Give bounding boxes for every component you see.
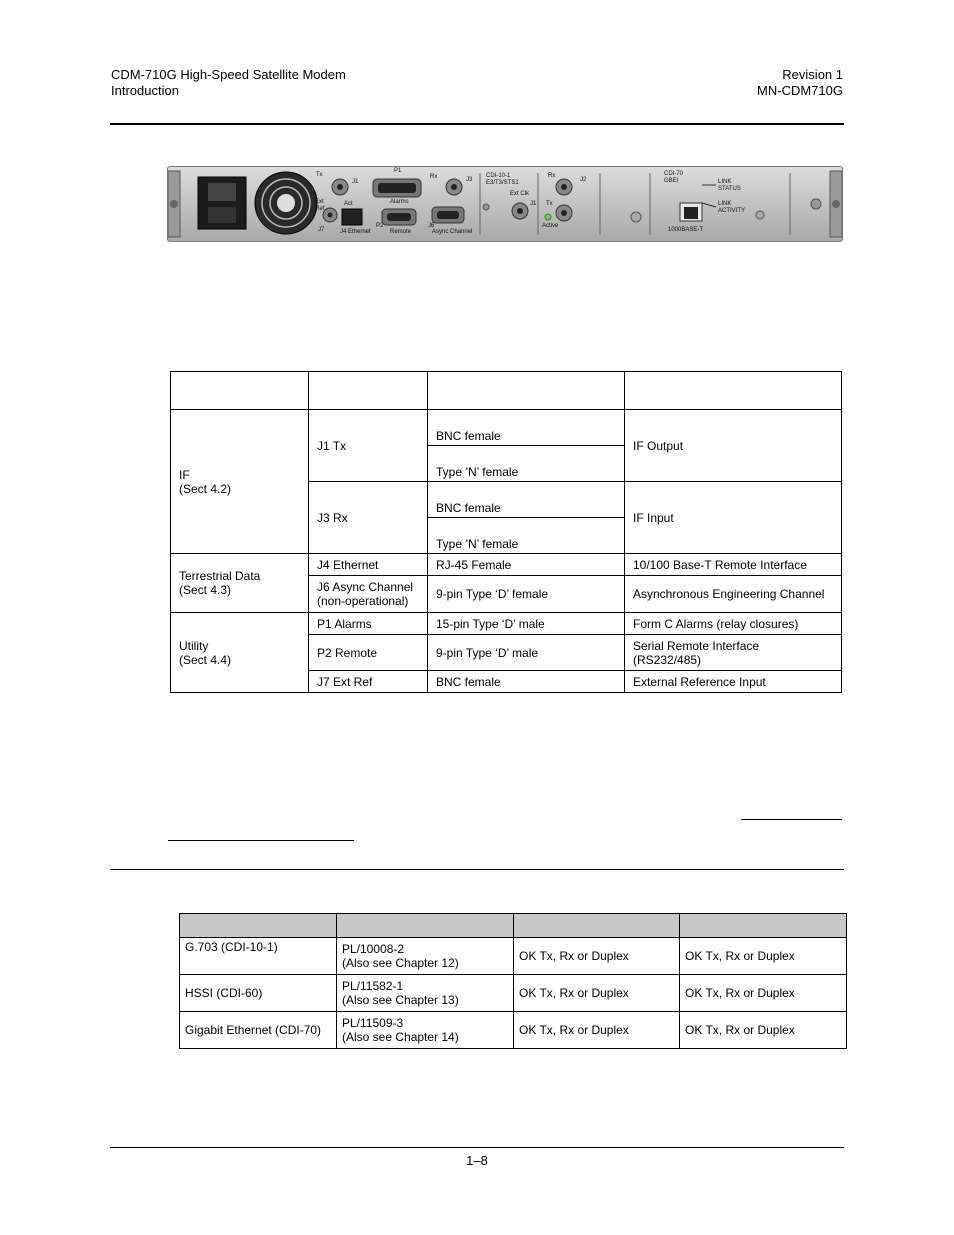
- hyperlink-underline-continued[interactable]: [168, 840, 354, 841]
- revision-label: Revision 1: [782, 67, 843, 82]
- footer-rule: [110, 1147, 844, 1148]
- module-thumbscrew: [631, 212, 641, 222]
- ref-cell: J1 Tx: [309, 410, 428, 482]
- label-alarms: Alarms: [390, 199, 409, 205]
- label-cdi10-module: CDI-10-1 E3/T3/STS1: [486, 173, 519, 186]
- group-utility: Utility (Sect 4.4): [171, 613, 309, 693]
- label-j1-cdi10: J1: [530, 201, 537, 207]
- module-screw: [483, 204, 489, 210]
- type-cell: BNC female: [428, 482, 625, 518]
- power-inlet: [208, 207, 236, 223]
- function-cell: Form C Alarms (relay closures): [625, 613, 842, 635]
- type-cell: Type ’N’ female: [428, 446, 625, 482]
- table-header-row: [171, 372, 842, 410]
- hyperlink-underline[interactable]: [741, 819, 842, 820]
- cdi10-tx-bnc-pin: [561, 210, 567, 216]
- document-title: CDM-710G High-Speed Satellite Modem: [111, 67, 346, 82]
- label-1000base-t: 1000BASE-T: [668, 227, 704, 233]
- rear-panel-figure: [167, 166, 843, 242]
- label-j1: J1: [352, 179, 359, 185]
- label-p2: P2: [376, 223, 384, 229]
- part-number: PL/11509-3 (Also see Chapter 14): [337, 1012, 514, 1049]
- interface-name: G.703 (CDI-10-1): [180, 938, 337, 975]
- ref-cell: J7 Ext Ref: [309, 671, 428, 693]
- table-row: [180, 938, 847, 975]
- type-cell: 15-pin Type ‘D’ male: [428, 613, 625, 635]
- part-number: PL/10008-2 (Also see Chapter 12): [337, 938, 514, 975]
- type-cell: BNC female: [428, 671, 625, 693]
- header-rule: [110, 123, 844, 125]
- rear-panel-connector-table: [170, 371, 842, 693]
- function-cell: External Reference Input: [625, 671, 842, 693]
- ref-cell: J4 Ethernet: [309, 554, 428, 576]
- group-terrestrial-data: Terrestrial Data (Sect 4.3): [171, 554, 309, 613]
- j6-async-db9-shell: [437, 211, 459, 219]
- type-cell: Type ’N’ female: [428, 518, 625, 554]
- link-activity-leader: [702, 203, 716, 207]
- module-thumbscrew-right: [756, 211, 764, 219]
- label-rx-cdi10: Rx: [548, 173, 556, 179]
- type-cell: 9-pin Type ‘D’ female: [428, 576, 625, 613]
- group-if: IF (Sect 4.2): [171, 410, 309, 554]
- status-cell: OK Tx, Rx or Duplex: [680, 1012, 847, 1049]
- cdi70-gbe-rj45-jack: [684, 207, 698, 219]
- label-remote: Remote: [390, 229, 412, 235]
- table-row: [180, 1012, 847, 1049]
- table-row: [171, 410, 842, 446]
- interface-name: Gigabit Ethernet (CDI-70): [180, 1012, 337, 1049]
- label-link-activity: LINK ACTIVITY: [718, 201, 746, 214]
- label-tx: Tx: [316, 172, 323, 178]
- function-cell: IF Input: [625, 482, 842, 554]
- j3-rx-bnc-pin: [451, 184, 457, 190]
- label-j7: J7: [318, 227, 325, 233]
- function-cell: 10/100 Base-T Remote Interface: [625, 554, 842, 576]
- page-header-left: [111, 67, 346, 99]
- p2-remote-db9-shell: [387, 213, 411, 221]
- label-link-status: LINK STATUS: [718, 179, 741, 192]
- label-ext-clk: Ext Clk: [510, 191, 530, 197]
- status-cell: OK Tx, Rx or Duplex: [514, 975, 680, 1012]
- cdi10-rx-bnc-pin: [561, 184, 567, 190]
- type-cell: 9-pin Type ‘D’ male: [428, 635, 625, 671]
- label-act: Act: [344, 201, 353, 207]
- document-number: MN-CDM710G: [757, 83, 843, 98]
- label-ext-ref: Ext Ref: [315, 199, 325, 212]
- ref-cell: J3 Rx: [309, 482, 428, 554]
- chapter-name: Introduction: [111, 83, 179, 98]
- fan-hub-label: [277, 194, 295, 212]
- left-ear-screw: [170, 200, 178, 208]
- j7-ext-ref-bnc-pin: [328, 213, 333, 218]
- function-cell: IF Output: [625, 410, 842, 482]
- part-number: PL/11582-1 (Also see Chapter 13): [337, 975, 514, 1012]
- type-cell: BNC female: [428, 410, 625, 446]
- label-j3: J3: [466, 177, 473, 183]
- interface-name: HSSI (CDI-60): [180, 975, 337, 1012]
- function-cell: Serial Remote Interface (RS232/485): [625, 635, 842, 671]
- ground-lug: [811, 199, 821, 209]
- label-p1: P1: [394, 168, 402, 174]
- table-row: [171, 554, 842, 576]
- j1-tx-bnc-pin: [337, 184, 343, 190]
- label-j4-ethernet: J4 Ethernet: [340, 229, 371, 235]
- table-row: [171, 613, 842, 635]
- status-cell: OK Tx, Rx or Duplex: [514, 938, 680, 975]
- ext-clk-bnc-pin: [517, 208, 523, 214]
- page-header-right: [757, 67, 843, 99]
- power-switch: [208, 183, 236, 201]
- label-async-channel: Async Channel: [432, 229, 473, 235]
- page-number: 1–8: [466, 1153, 488, 1168]
- label-rx: Rx: [430, 174, 438, 180]
- table-row: [180, 975, 847, 1012]
- p1-alarms-db15-shell: [378, 183, 416, 193]
- ref-cell: P2 Remote: [309, 635, 428, 671]
- label-j6: J6: [428, 223, 435, 229]
- right-ear-screw: [832, 200, 840, 208]
- ref-cell: J6 Async Channel (non-operational): [309, 576, 428, 613]
- status-cell: OK Tx, Rx or Duplex: [680, 938, 847, 975]
- active-led: [545, 214, 551, 220]
- table-header-row: [180, 914, 847, 938]
- status-cell: OK Tx, Rx or Duplex: [514, 1012, 680, 1049]
- section-rule: [110, 869, 844, 870]
- label-cdi70-module: CDI-70 GBEI: [664, 171, 684, 184]
- ref-cell: P1 Alarms: [309, 613, 428, 635]
- interface-options-table: [179, 913, 847, 1049]
- label-j2: J2: [580, 177, 587, 183]
- status-cell: OK Tx, Rx or Duplex: [680, 975, 847, 1012]
- label-active: Active: [542, 223, 559, 229]
- function-cell: Asynchronous Engineering Channel: [625, 576, 842, 613]
- label-tx-cdi10: Tx: [546, 201, 553, 207]
- type-cell: RJ-45 Female: [428, 554, 625, 576]
- j4-ethernet-rj45-port: [342, 209, 362, 225]
